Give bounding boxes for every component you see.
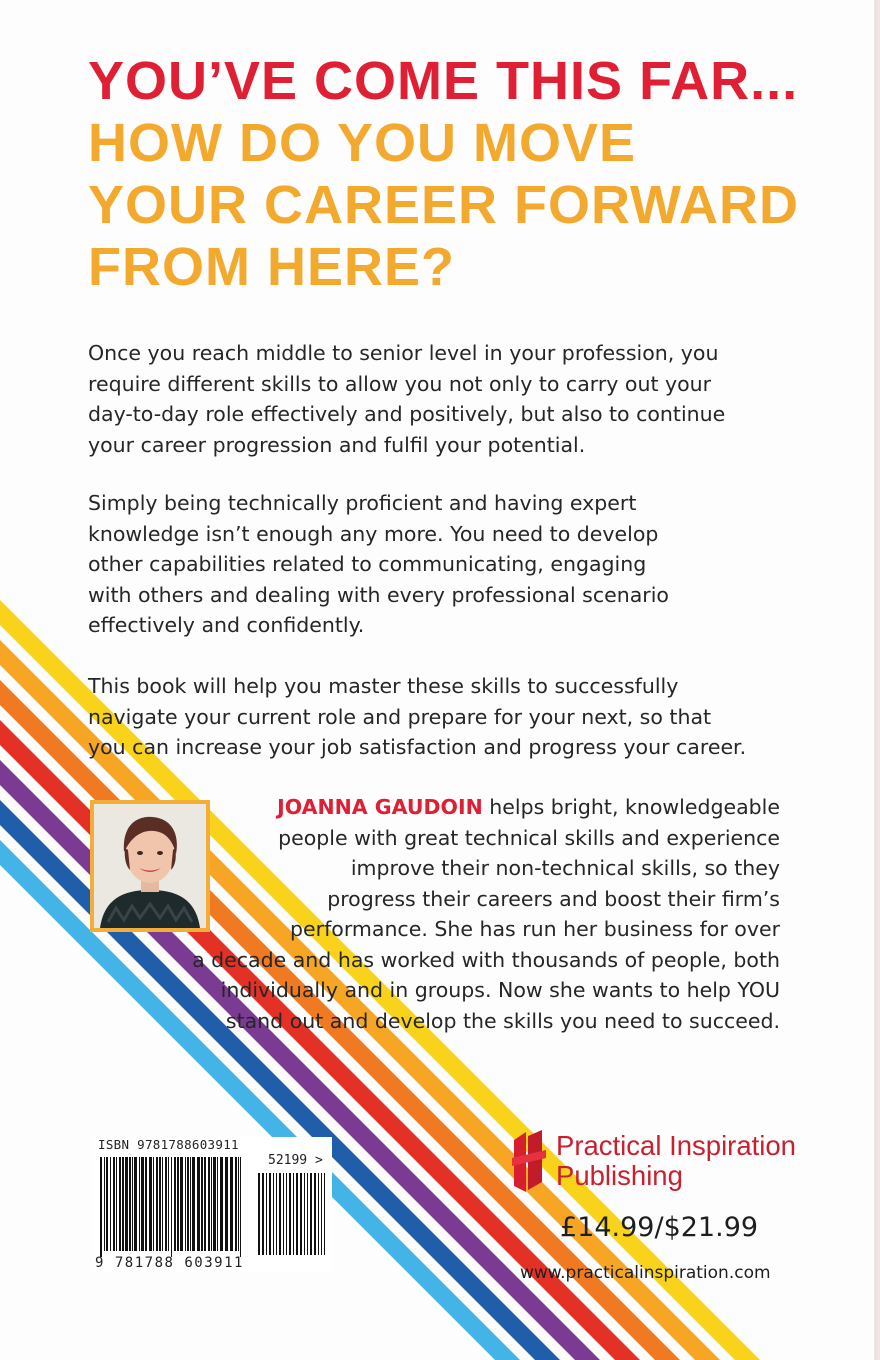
barcode-bar (100, 1157, 102, 1257)
barcode-bar (156, 1157, 158, 1251)
headline-line-4: FROM HERE? (88, 237, 455, 297)
barcode-bar (197, 1157, 200, 1251)
barcode-addon-bar (279, 1173, 281, 1255)
barcode-addon-bar (318, 1173, 319, 1255)
barcode-bar (149, 1157, 152, 1251)
barcode-bar (132, 1157, 133, 1251)
barcode-addon-bar (293, 1173, 294, 1255)
publisher-name-line-1: Practical Inspiration (556, 1130, 796, 1161)
blurb-paragraph-3 (88, 671, 808, 763)
author-name: JOANNA GAUDOIN (277, 795, 483, 819)
barcode-addon-code: 52199 > (268, 1153, 323, 1168)
author-bio (0, 792, 780, 1036)
barcode-addon-bar (289, 1173, 291, 1255)
price: £14.99/$21.99 (560, 1212, 759, 1243)
barcode-bar (110, 1157, 111, 1251)
bio-line: stand out and develop the skills you need to succeed. (225, 1008, 780, 1033)
text-line: your career progression and fulfil your potential. (88, 432, 586, 457)
text-line: Once you reach middle to senior level in your profession, you (88, 341, 719, 365)
barcode-bar (171, 1157, 172, 1257)
barcode-bar (139, 1157, 140, 1251)
barcode-bar (208, 1157, 210, 1251)
barcode-addon-bar (304, 1173, 305, 1255)
text-line: day-to-day role effectively and positively, but also to continue (88, 402, 726, 426)
barcode-bar (213, 1157, 216, 1251)
barcode-bar (230, 1157, 233, 1251)
bio-line: a decade and has worked with thousands of people, both (192, 947, 780, 972)
text-line: Simply being technically proficient and having expert (88, 491, 637, 515)
barcode-bar (204, 1157, 206, 1251)
barcode-addon-bar (300, 1173, 302, 1255)
headline-line-3: YOUR CAREER FORWARD (88, 175, 800, 235)
publisher-name (556, 1131, 796, 1191)
barcode-bar (187, 1157, 189, 1251)
barcode-bar (153, 1157, 154, 1251)
barcode-bar (211, 1157, 212, 1251)
barcode-addon-bar (262, 1173, 264, 1255)
text-line: navigate your current role and prepare for your next, so that (88, 704, 712, 729)
barcode-bar (134, 1157, 137, 1251)
barcode-bar (238, 1157, 239, 1251)
barcode-addon-bar (258, 1173, 260, 1255)
text-line: other capabilities related to communicating, engaging (88, 552, 647, 576)
barcode-bar (174, 1157, 176, 1251)
barcode-addon-bar (314, 1173, 316, 1255)
bio-line: progress their careers and boost their firm’s (327, 886, 780, 911)
barcode-addon-bar (276, 1173, 277, 1255)
text-line: knowledge isn’t enough any more. You need to develop (88, 521, 659, 546)
barcode-digits: 9 781788 603911 (95, 1255, 244, 1271)
barcode-bar (192, 1157, 195, 1251)
barcode-bar (119, 1157, 121, 1251)
publisher-name-line-2: Publishing (556, 1160, 683, 1191)
barcode-addon-bar (266, 1173, 267, 1255)
barcode-bar (235, 1157, 237, 1251)
publisher-logo-icon (508, 1128, 550, 1196)
barcode-addon-bar (310, 1173, 312, 1255)
barcode-bar (220, 1157, 223, 1251)
bio-line: performance. She has run her business for over (290, 917, 780, 941)
isbn-label: ISBN 9781788603911 (98, 1137, 239, 1152)
text-line: require different skills to allow you not only to carry out your (88, 371, 712, 396)
barcode-bar (185, 1157, 186, 1251)
barcode-addon-bar (269, 1173, 271, 1255)
barcode-bar (125, 1157, 128, 1251)
barcode-bar (113, 1157, 115, 1251)
barcode-bar (180, 1157, 183, 1251)
barcode-bar (145, 1157, 147, 1251)
barcode-bar (201, 1157, 203, 1251)
barcode-addon-bar (321, 1173, 322, 1255)
barcode-bar (116, 1157, 117, 1251)
barcode-bar (217, 1157, 218, 1251)
bio-first-line (0, 792, 780, 823)
barcode-bar (168, 1157, 169, 1251)
barcode-addon-bar (296, 1173, 298, 1255)
barcode-addon-bar (273, 1173, 274, 1255)
barcode-bar (122, 1157, 124, 1251)
barcode-bar (190, 1157, 191, 1251)
barcode-bar (240, 1157, 241, 1257)
barcode-bar (177, 1157, 179, 1251)
bio-first-line-text: helps bright, knowledgeable (482, 795, 780, 819)
headline-line-1: YOU’VE COME THIS FAR... (88, 51, 799, 111)
barcode-bar (165, 1157, 167, 1251)
barcode-bar (141, 1157, 144, 1251)
barcode-bar (106, 1157, 108, 1251)
barcode-bar (159, 1157, 161, 1251)
text-line: effectively and confidently. (88, 613, 365, 637)
barcode-bar (104, 1157, 105, 1251)
bio-line: improve their non-technical skills, so they (350, 856, 780, 880)
barcode-bar (129, 1157, 131, 1251)
cover-edge (874, 0, 880, 1360)
text-line: with others and dealing with every professional scenario (88, 582, 669, 607)
text-line: This book will help you master these skills to successfully (88, 674, 679, 698)
text-line: you can increase your job satisfaction and progress your career. (88, 735, 747, 759)
barcode-bar (162, 1157, 163, 1251)
bio-line: individually and in groups. Now she wants to help YOU (220, 978, 780, 1002)
barcode-addon-bar (286, 1173, 287, 1255)
headline-line-2: HOW DO YOU MOVE (88, 113, 637, 173)
cover-headline (88, 50, 799, 298)
blurb-paragraph-2 (88, 488, 808, 641)
barcode-addon-bar (283, 1173, 284, 1255)
barcode-addon-bar (324, 1173, 325, 1255)
barcode-bar (225, 1157, 228, 1251)
publisher-website: www.practicalinspiration.com (520, 1263, 771, 1283)
barcode-addon-bar (307, 1173, 308, 1255)
bio-line: people with great technical skills and experience (278, 825, 780, 850)
blurb-paragraph-1 (88, 338, 808, 460)
